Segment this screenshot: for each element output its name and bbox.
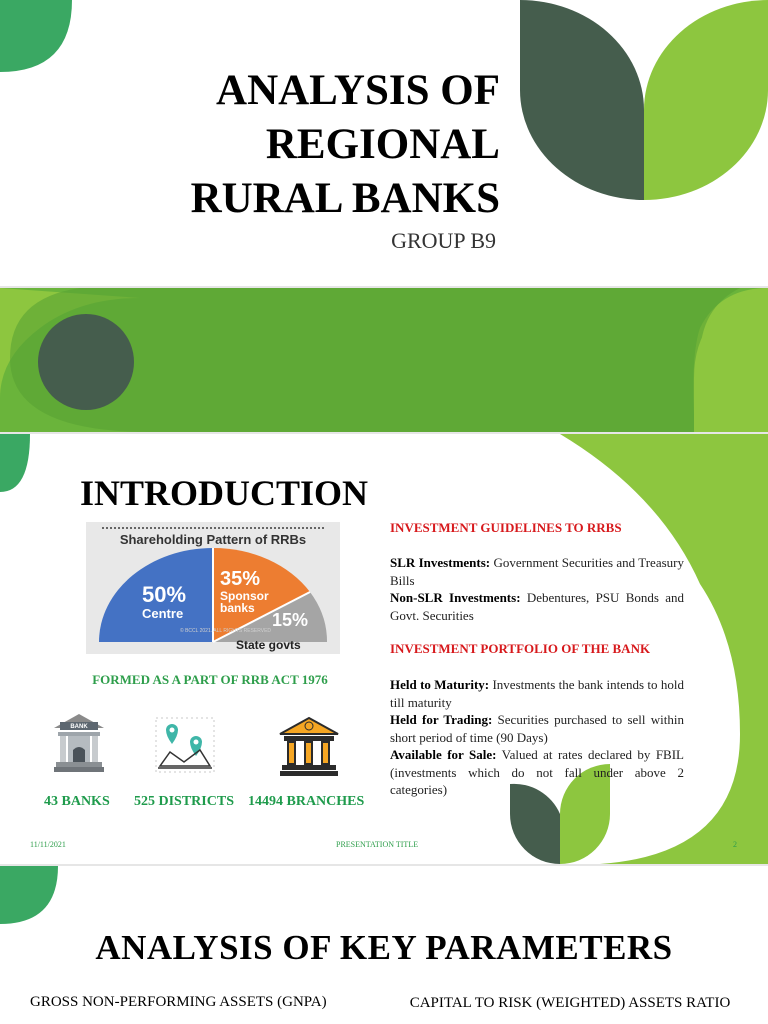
shareholding-title: Shareholding Pattern of RRBs	[119, 532, 307, 547]
bank-sign-text: BANK	[70, 724, 88, 730]
section-slide	[0, 288, 768, 432]
dark-circle-shape	[38, 314, 134, 410]
slide-title: INTRODUCTION	[80, 473, 369, 513]
bank-icon	[52, 712, 106, 776]
presentation-subtitle: GROUP B9	[391, 228, 496, 253]
shareholding-semicircle	[86, 522, 340, 654]
slide-title: ANALYSIS OF KEY PARAMETERS	[95, 928, 673, 967]
centre-label: Centre	[142, 606, 184, 621]
title-line: RURAL BANKS	[190, 175, 500, 222]
guidelines-text	[390, 554, 684, 624]
crar-subtitle: CAPITAL TO RISK (WEIGHTED) ASSETS RATIO	[409, 995, 731, 1011]
stat-districts: 525 DISTRICTS	[134, 794, 234, 809]
guidelines-heading: INVESTMENT GUIDELINES TO RRBS	[390, 520, 622, 535]
corner-leaf-shape	[0, 0, 72, 72]
title-slide	[0, 0, 768, 286]
state-pct: 15%	[272, 610, 309, 630]
corner-leaf-shape	[0, 434, 30, 492]
stat-banks: 43 BANKS	[44, 794, 110, 809]
footer-date: 11/11/2021	[30, 840, 66, 849]
key-parameters-slide	[0, 866, 768, 1024]
portfolio-text	[390, 676, 684, 799]
footer-title: PRESENTATION TITLE	[336, 840, 419, 849]
map-pin-icon	[154, 716, 216, 774]
gnpa-subtitle: GROSS NON-PERFORMING ASSETS (GNPA)	[30, 994, 327, 1010]
corner-leaf-shape	[0, 866, 58, 924]
portfolio-heading: INVESTMENT PORTFOLIO OF THE BANK	[390, 641, 651, 656]
shareholding-graphic	[86, 522, 340, 654]
nonslr-paragraph: Non-SLR Investments: Debentures, PSU Bonds and Govt. Securities	[390, 590, 685, 623]
hft-paragraph: Held for Trading: Securities purchased to sell within short period of time (90 Days)	[390, 712, 684, 745]
title-line: ANALYSIS OF	[216, 67, 500, 114]
stat-branches: 14494 BRANCHES	[248, 794, 365, 809]
title-line: REGIONAL	[265, 121, 500, 168]
sponsor-pct: 35%	[220, 568, 261, 590]
afs-paragraph: Available for Sale: Valued at rates declared by FBIL (investments which do not fall under above 2 categories)	[390, 747, 684, 797]
slide2-decoration	[0, 288, 768, 432]
footer-page-number: 2	[733, 840, 737, 849]
leaf-right-shape	[644, 0, 768, 200]
htm-paragraph: Held to Maturity: Investments the bank intends to hold till maturity	[390, 677, 684, 710]
centre-pct: 50%	[142, 582, 187, 607]
copyright-text: © BCCL 2021. ALL RIGHTS RESERVED	[180, 628, 272, 634]
state-label: State govts	[236, 638, 301, 652]
introduction-slide	[0, 434, 768, 864]
sponsor-label: Sponsor banks	[220, 589, 269, 615]
institution-icon	[278, 714, 340, 778]
presentation-title	[80, 64, 500, 226]
formed-caption: FORMED AS A PART OF RRB ACT 1976	[92, 672, 328, 687]
leaf-left-shape	[520, 0, 644, 200]
slr-paragraph: SLR Investments: Government Securities and Treasury Bills	[390, 555, 684, 588]
